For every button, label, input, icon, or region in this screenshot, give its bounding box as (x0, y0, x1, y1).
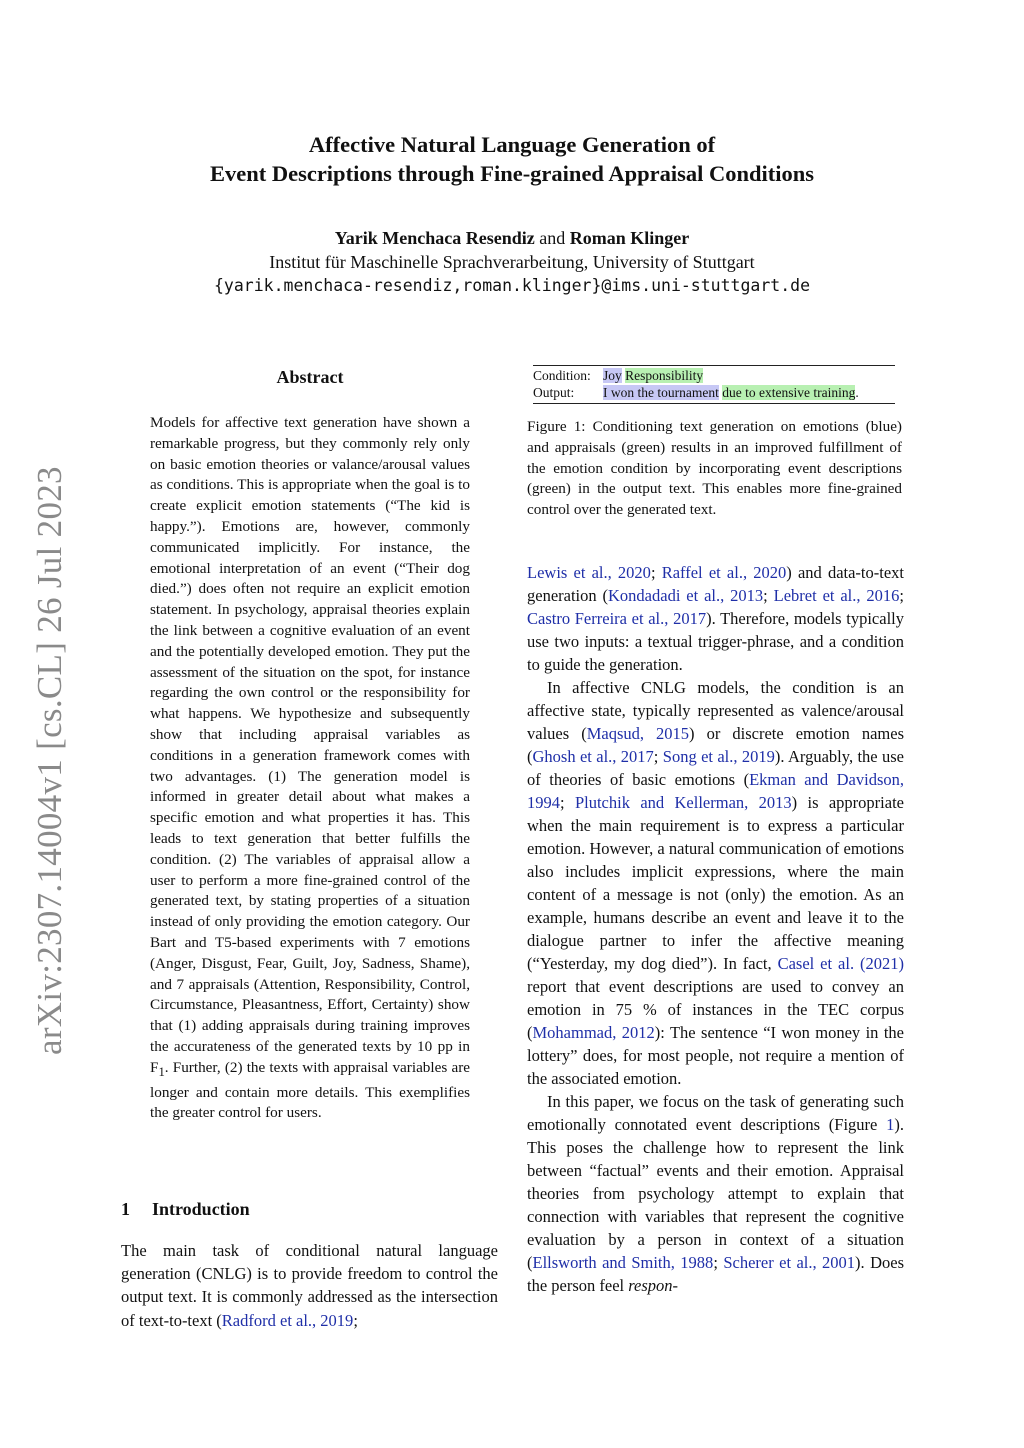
paragraph-text: In this paper, we focus on the task of generating such emotionally connotated event descriptions (Figure (527, 1092, 904, 1134)
section-number: 1 (121, 1199, 130, 1219)
figure-output-row (533, 384, 895, 401)
title-line-2: Event Descriptions through Fine-grained Appraisal Conditions (209, 161, 815, 186)
right-column-text (527, 561, 904, 1297)
citation-link[interactable]: Lebret et al., 2016 (773, 586, 900, 605)
citation-link[interactable]: Plutchik and Kellerman, 2013 (574, 793, 792, 812)
figure-reference-link[interactable]: 1 (886, 1115, 895, 1134)
citation-link[interactable]: Maqsud, 2015 (586, 724, 690, 743)
author-1: Yarik Menchaca Resendiz (334, 228, 535, 248)
citation-link[interactable]: Castro Ferreira et al., 2017 (527, 609, 707, 628)
output-end: . (855, 385, 859, 400)
paragraph-text: ). Therefore, models typically use two inputs: a textual trigger-phrase, and a condition to guide the generation. (527, 609, 904, 674)
abstract-body-end: . Further, (2) the texts with appraisal variables are longer and contain more details. This exemplifies the greater control for users. (150, 1058, 470, 1122)
figure-1-example (533, 365, 895, 404)
paragraph-text: ). Does the person feel (527, 1253, 904, 1295)
paragraph-text: ; (899, 586, 904, 605)
citation-link[interactable]: Lewis et al., 2020 (527, 563, 651, 582)
abstract-heading: Abstract (276, 367, 344, 387)
author-conjunction: and (539, 228, 566, 248)
section-title: Introduction (152, 1199, 250, 1219)
citation-link[interactable]: Raffel et al., 2020 (661, 563, 787, 582)
paragraph-text: In affective CNLG models, the condition is an affective state, typically represented as valence/arousal values ( (527, 678, 904, 743)
arxiv-stamp: arXiv:2307.14004v1 [cs.CL] 26 Jul 2023 (30, 466, 69, 1055)
paragraph-text: ; (763, 586, 774, 605)
introduction-paragraph (121, 1239, 498, 1332)
paper-title (0, 130, 1024, 188)
citation-link[interactable]: Kondadadi et al., 2013 (608, 586, 764, 605)
paragraph-text: ). This poses the challenge how to represent the link between “factual” events and their emotion. Appraisal theories from psychology attempt to explain that connection with variables that represent the cognitive evaluation by a person in context of a situation ( (527, 1115, 904, 1272)
author-email[interactable]: {yarik.menchaca-resendiz,roman.klinger}@ims.uni-stuttgart.de (213, 276, 811, 295)
paragraph-text: ): The sentence “I won money in the lottery” does, for most people, not require a mention of the associated emotion. (527, 1023, 904, 1088)
citation-link[interactable]: Casel et al. (2021) (777, 954, 905, 973)
paragraph-text: ; (653, 747, 663, 766)
figure-1-caption: Figure 1: Conditioning text generation on emotions (blue) and appraisals (green) results in an improved fulfillment of the emotion condition by incorporating event descriptions (green) in the output text. This enables more fine-grained control over the generated text. (527, 418, 902, 519)
paragraph-1 (527, 561, 904, 676)
paragraph-3 (527, 1090, 904, 1297)
emphasis-text: respon- (628, 1276, 679, 1295)
condition-label: Condition: (533, 368, 591, 383)
paragraph-text: ; (713, 1253, 724, 1272)
abstract-text (150, 413, 470, 1124)
condition-emotion: Joy (603, 368, 622, 383)
paragraph-2 (527, 676, 904, 1090)
author-block (0, 226, 1024, 298)
output-label: Output: (533, 385, 575, 400)
figure-condition-row (533, 367, 895, 384)
citation-link[interactable]: Mohammad, 2012 (532, 1023, 655, 1042)
paragraph-text: ; (650, 563, 662, 582)
condition-appraisal: Responsibility (625, 368, 704, 383)
citation-link[interactable]: Ellsworth and Smith, 1988 (532, 1253, 714, 1272)
section-heading-introduction (121, 1199, 501, 1220)
citation-link[interactable]: Scherer et al., 2001 (723, 1253, 856, 1272)
affiliation: Institut für Maschinelle Sprachverarbeitung, University of Stuttgart (269, 252, 755, 272)
output-appraisal-part: due to extensive training (722, 385, 856, 400)
citation-link[interactable]: Radford et al., 2019 (221, 1310, 354, 1330)
paragraph-text: ) and data-to-text generation ( (527, 563, 904, 605)
citation-link[interactable]: Ekman and Davidson, 1994 (527, 770, 904, 812)
intro-text: The main task of conditional natural language generation (CNLG) is to provide freedom to control the output text. It is commonly addressed as the intersection of text-to-text ( (121, 1241, 498, 1330)
author-2: Roman Klinger (569, 228, 690, 248)
author-names (0, 226, 1024, 250)
output-emotion-part: I won the tournament (603, 385, 719, 400)
citation-link[interactable]: Song et al., 2019 (662, 747, 775, 766)
paragraph-text: ; (560, 793, 575, 812)
abstract-body: Models for affective text generation have shown a remarkable progress, but they commonly rely only on basic emotion theories or valance/arousal values as conditions. This is appropriate when the goal is to create explicit emotion statements (“The kid is happy.”). Emotions are, however, commonly communicated implicitly. For instance, the emotional interpretation of an event (“Their dog died.”) does often not require an explicit emotion statement. In psychology, appraisal theories explain the link between a cognitive evaluation of an event and the potentially developed emotion. They put the assessment of the situation on the spot, for instance regarding the own control or the responsibility for what happens. We hypothesize and subsequently show that including appraisal variables as conditions in a generation framework comes with two advantages. (1) The generation model is informed in greater detail about what makes a specific emotion and what properties it has. This leads to text generation that better fulfills the condition. (2) The variables of appraisal allow a user to perform a more fine-grained control of the generated text, by stating properties of a situation instead of only providing the emotion category. Our Bart and T5-based experiments with 7 emotions (Anger, Disgust, Fear, Guilt, Joy, Sadness, Shame), and 7 appraisals (Attention, Responsibility, Control, Circumstance, Pleasantness, Effort, Certainty) show that (1) adding appraisals during training improves the accurateness of the generated texts by 10 pp in F (150, 414, 470, 1076)
title-line-1: Affective Natural Language Generation of (308, 132, 716, 157)
paragraph-text: ). Arguably, the use of theories of basic emotions ( (527, 747, 904, 789)
paragraph-text: report that event descriptions are used to convey an emotion in 75 % of instances in the TEC corpus ( (527, 977, 904, 1042)
abstract-subscript: 1 (158, 1064, 165, 1079)
paragraph-text: ) is appropriate when the main requirement is to express a particular emotion. However, a natural communication of emotions also includes implicit expressions, where the main content of a message is not (only) the emotion. As an example, humans describe an event and leave it to the dialogue partner to infer the affective meaning (“Yesterday, my dog died”). In fact, (527, 793, 904, 973)
intro-text-end: ; (353, 1310, 358, 1330)
paragraph-text: ) or discrete emotion names ( (527, 724, 904, 766)
citation-link[interactable]: Ghosh et al., 2017 (532, 747, 654, 766)
